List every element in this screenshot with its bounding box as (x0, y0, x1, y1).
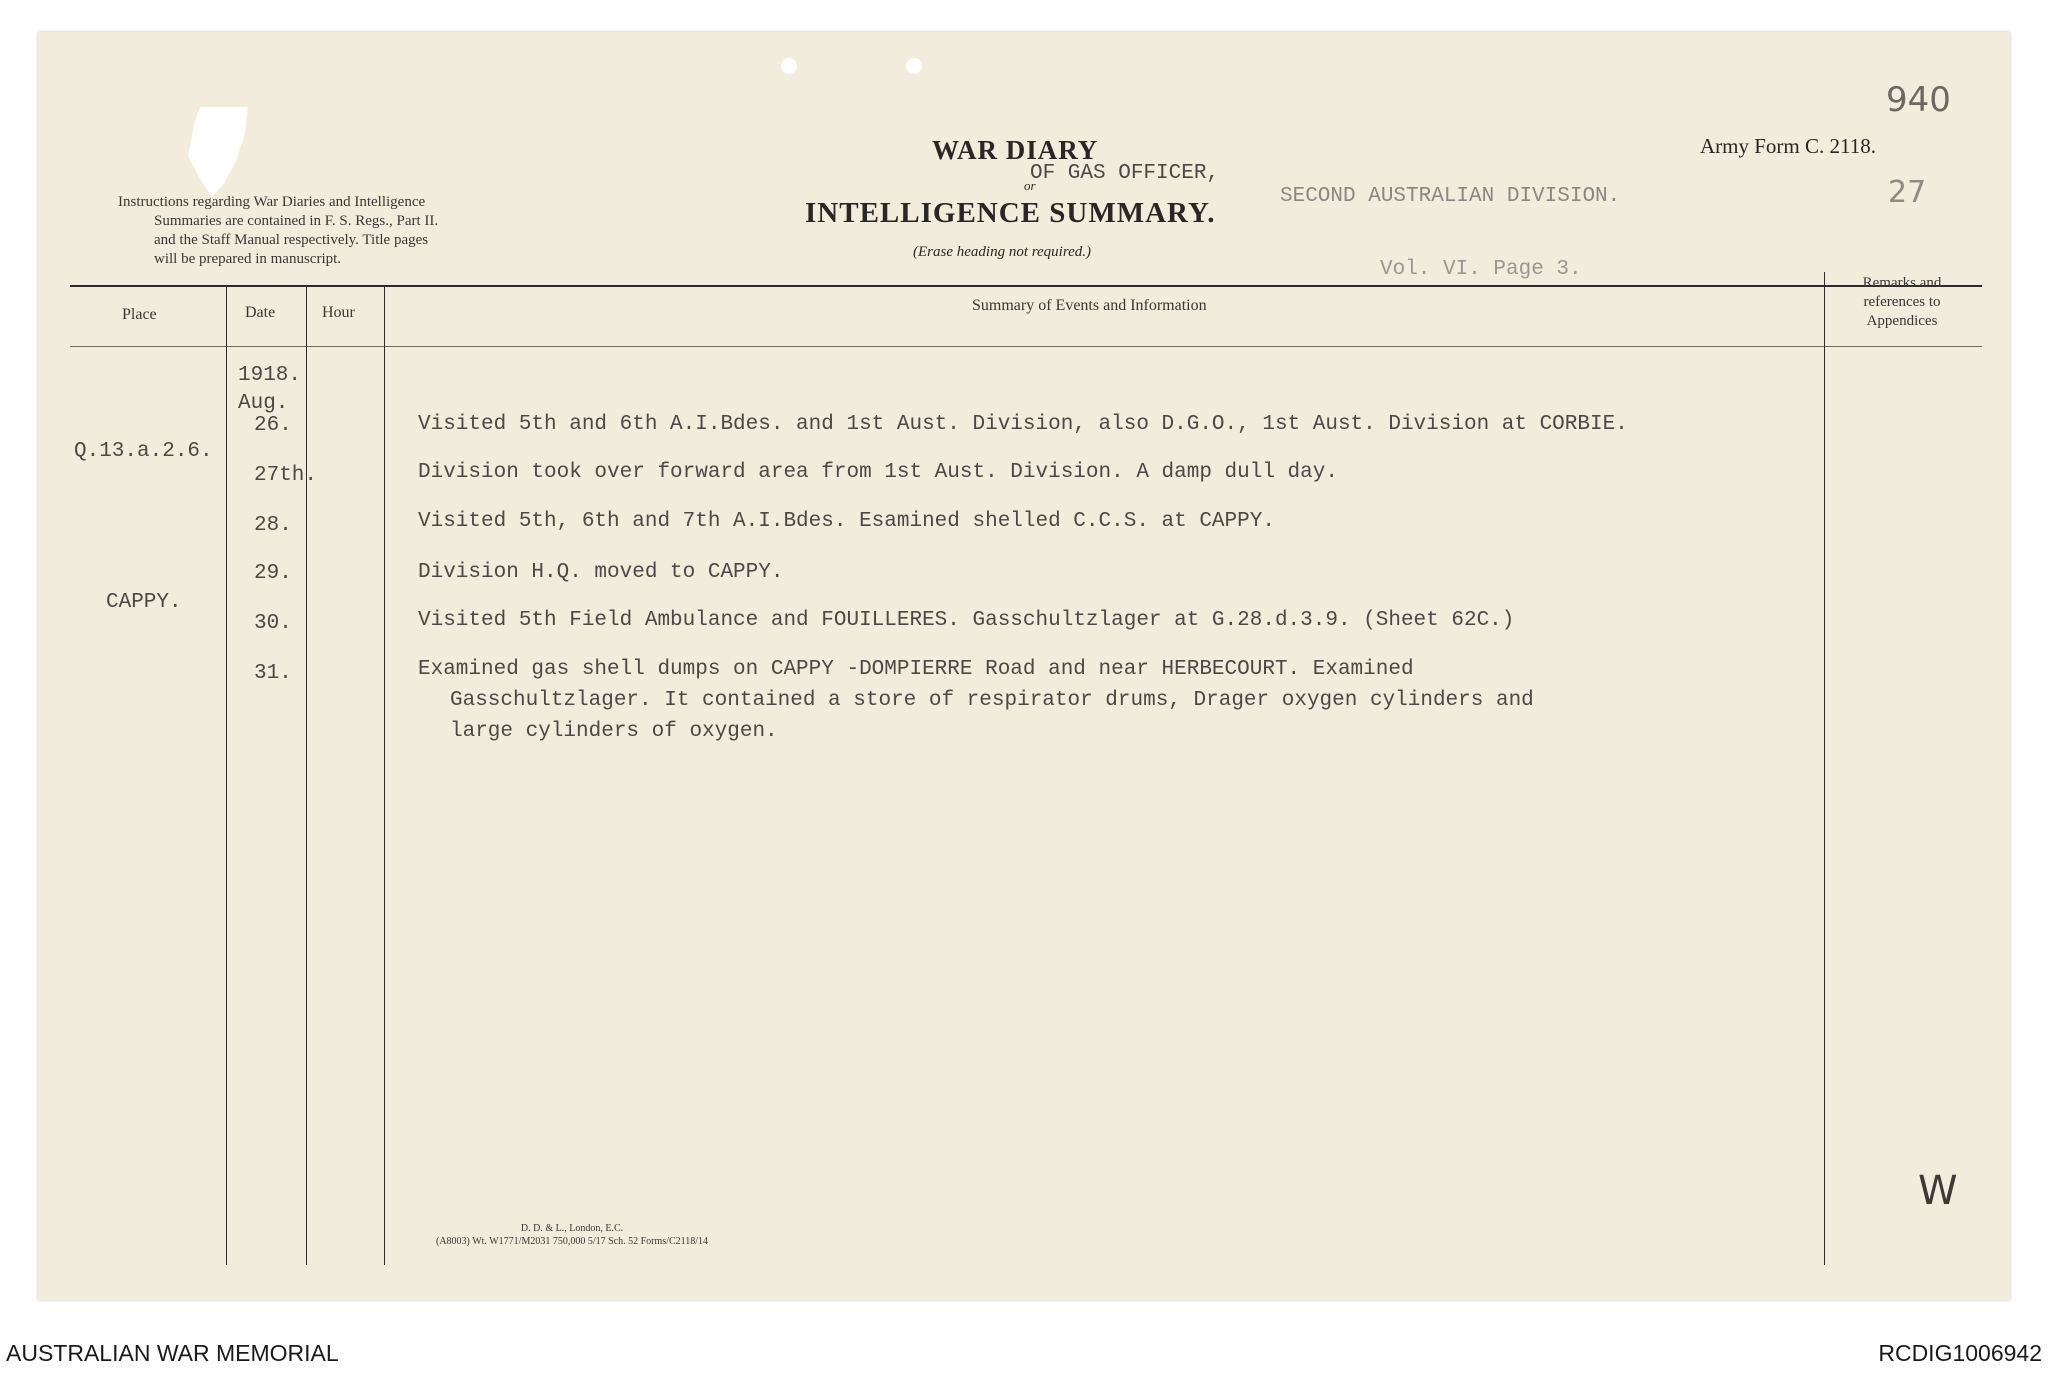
instructions-line: Instructions regarding War Diaries and Intelligence (118, 194, 426, 210)
record-id: RCDIG1006942 (1878, 1340, 2042, 1366)
typed-volume: Vol. VI. Page 3. (1380, 258, 1582, 281)
remarks-header-line: Appendices (1866, 313, 1938, 329)
event-entry: Visited 5th Field Ambulance and FOUILLERES. Gasschultzlager at G.28.d.3.9. (Sheet 62C.) (418, 609, 1515, 632)
punch-hole (781, 58, 797, 74)
handwritten-mark: W (1918, 1168, 1958, 1214)
form-title: WAR DIARY (932, 135, 1099, 165)
column-header-summary: Summary of Events and Information (972, 297, 1207, 314)
month-cell: Aug. (238, 392, 289, 415)
table-top-rule (70, 285, 1982, 287)
instructions-note (118, 193, 438, 269)
imprint-line: D. D. & L., London, E.C. (520, 1223, 624, 1234)
place-cell: CAPPY. (106, 591, 182, 614)
date-cell: 28. (254, 514, 292, 537)
column-header-place: Place (122, 306, 157, 323)
column-divider (306, 285, 307, 1265)
instructions-line: and the Staff Manual respectively. Title pages (154, 232, 429, 248)
handwritten-number: 27 (1888, 175, 1927, 210)
year-cell: 1918. (238, 364, 302, 387)
erase-note: (Erase heading not required.) (913, 244, 1092, 260)
handwritten-folio: 940 (1886, 80, 1951, 120)
archive-caption: AUSTRALIAN WAR MEMORIAL (6, 1340, 339, 1366)
torn-corner (188, 107, 248, 197)
date-cell: 26. (254, 414, 292, 437)
imprint-line: (A8003) Wt. W1771/M2031 750,000 5/17 Sch. 52 Forms/C2118/14 (436, 1236, 709, 1247)
table-header-rule (70, 346, 1982, 347)
column-header-hour: Hour (322, 304, 355, 321)
date-cell: 29. (254, 562, 292, 585)
event-entry (418, 654, 1534, 747)
place-cell: Q.13.a.2.6. (74, 440, 213, 463)
column-header-date: Date (245, 304, 276, 321)
event-line: large cylinders of oxygen. (450, 720, 778, 743)
column-divider (1824, 272, 1825, 1265)
event-entry: Visited 5th, 6th and 7th A.I.Bdes. Esamined shelled C.C.S. at CAPPY. (418, 510, 1275, 533)
date-cell: 31. (254, 662, 292, 685)
date-cell: 27th. (254, 464, 318, 487)
event-entry: Division took over forward area from 1st Aust. Division. A damp dull day. (418, 461, 1338, 484)
form-subtitle: INTELLIGENCE SUMMARY. (805, 197, 1216, 229)
printer-imprint (436, 1222, 708, 1248)
column-divider (384, 285, 385, 1265)
column-header-remarks (1834, 274, 1970, 331)
typed-division: SECOND AUSTRALIAN DIVISION. (1280, 185, 1621, 208)
remarks-header-line: Remarks and (1862, 275, 1942, 291)
or-word: or (1024, 178, 1036, 193)
column-divider (226, 285, 227, 1265)
event-entry: Visited 5th and 6th A.I.Bdes. and 1st Aust. Division, also D.G.O., 1st Aust. Division at CORBIE. (418, 413, 1628, 436)
event-line: Examined gas shell dumps on CAPPY -DOMPIERRE Road and near HERBECOURT. Examined (418, 658, 1414, 681)
event-line: Gasschultzlager. It contained a store of respirator drums, Drager oxygen cylinders and (450, 689, 1534, 712)
date-cell: 30. (254, 612, 292, 635)
instructions-line: Summaries are contained in F. S. Regs., Part II. (154, 213, 439, 229)
punch-hole (906, 58, 922, 74)
instructions-line: will be prepared in manuscript. (154, 251, 342, 267)
typed-officer: OF GAS OFFICER, (1030, 162, 1220, 185)
remarks-header-line: references to (1863, 294, 1941, 310)
event-entry: Division H.Q. moved to CAPPY. (418, 561, 784, 584)
army-form-number: Army Form C. 2118. (1700, 134, 1876, 158)
